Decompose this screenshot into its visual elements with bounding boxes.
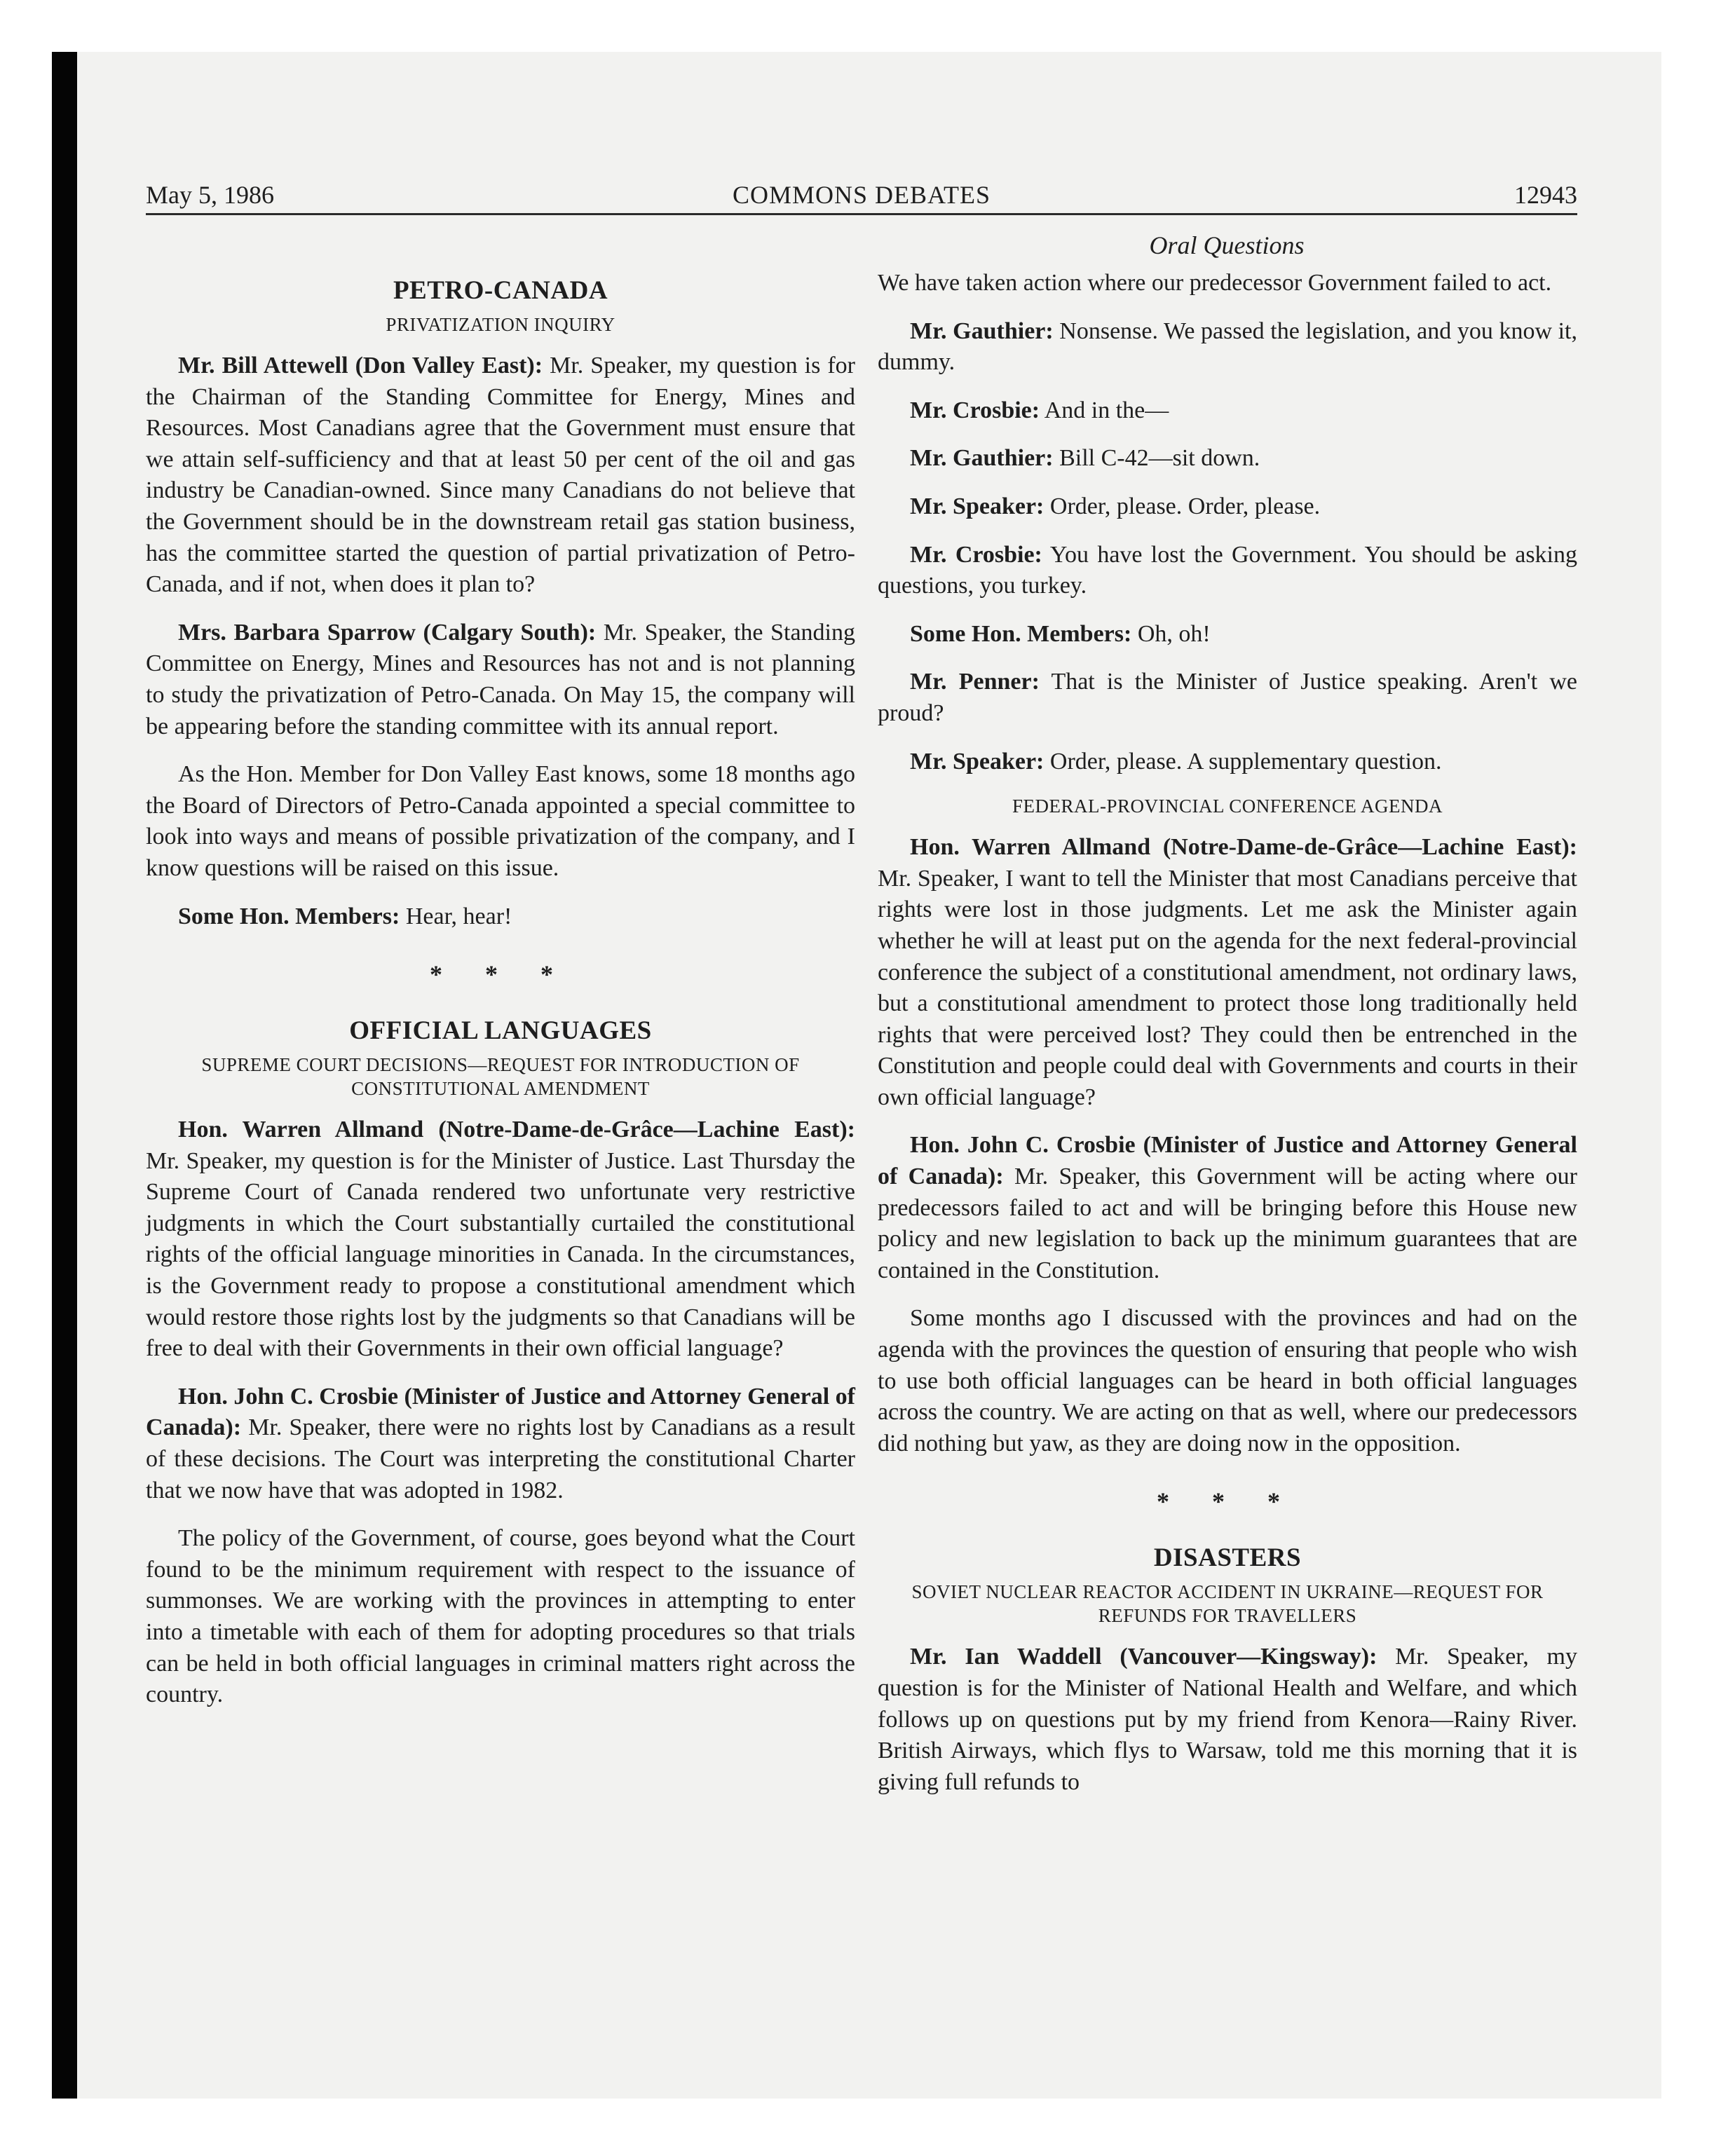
header-date: May 5, 1986 bbox=[146, 181, 274, 209]
speaker-name: Hon. John C. Crosbie (Minister of Justice and Attorney General of Canada): bbox=[146, 1383, 855, 1441]
page-header bbox=[146, 179, 1577, 215]
speech-text: Nonsense. We passed the legislation, and you know it, dummy. bbox=[878, 318, 1577, 376]
section-subtitle: PRIVATIZATION INQUIRY bbox=[386, 314, 615, 335]
paragraph bbox=[878, 667, 1577, 729]
speaker-name: Mr. Bill Attewell (Don Valley East): bbox=[178, 353, 543, 378]
speech-text: Mr. Speaker, my question is for the Minister of Justice. Last Thursday the Supreme Court of Canada rendered two unfortunate very restrictive judgments in which the Court substantially curtailed the constitutional rights of the official language minorities in Canada. In the circumstances, is the Government ready to propose a constitutional amendment which would restore those rights lost by the judgments so that Canadians will be free to deal with their Governments in their own official language? bbox=[146, 1147, 855, 1362]
speaker-name: Mr. Speaker: bbox=[910, 493, 1045, 519]
speaker-name: Hon. Warren Allmand (Notre-Dame-de-Grâce—Lachine East): bbox=[910, 834, 1577, 861]
paragraph bbox=[146, 350, 855, 601]
section-title: PETRO-CANADA bbox=[393, 276, 608, 305]
speech-text: Bill C-42—sit down. bbox=[1053, 445, 1260, 472]
paragraph bbox=[878, 1130, 1577, 1286]
paragraph bbox=[146, 1381, 855, 1506]
speech-text: Mr. Speaker, the Standing Committee on Energy, Mines and Resources has not and is not planning to study the privatization of Petro-Canada. On May 15, the company will be appearing before the standing committee with its annual report. bbox=[146, 619, 856, 739]
speaker-name: Mr. Crosbie: bbox=[910, 397, 1040, 423]
paragraph bbox=[878, 395, 1577, 427]
speaker-name: Mr. Speaker: bbox=[910, 748, 1045, 775]
speaker-name: Some Hon. Members: bbox=[910, 620, 1132, 647]
header-publication: COMMONS DEBATES bbox=[732, 181, 991, 209]
speaker-name: Some Hon. Members: bbox=[178, 903, 400, 929]
speaker-name: Hon. John C. Crosbie (Minister of Justice and Attorney General of Canada): bbox=[878, 1132, 1577, 1190]
right-column bbox=[878, 268, 1577, 1815]
section-divider: * * * bbox=[430, 960, 571, 989]
section-subtitle: FEDERAL-PROVINCIAL CONFERENCE AGENDA bbox=[1012, 796, 1443, 817]
speaker-name: Mr. Penner: bbox=[910, 669, 1040, 695]
speech-text: Mr. Speaker, my question is for the Chairman of the Standing Committee for Energy, Mines and Resources. Most Canadians agree that the Government must ensure that we attain self-sufficiency and that at least 50 per cent of the oil and gas industry be Canadian-owned. Since many Canadians do not believe that the Government should be in the downstream retail gas station business, has the committee started the question of partial privatization of Petro-Canada, and if not, when does it plan to? bbox=[146, 353, 855, 598]
left-column bbox=[146, 275, 855, 1728]
speaker-name: Hon. Warren Allmand (Notre-Dame-de-Grâce—Lachine East): bbox=[178, 1117, 855, 1143]
paragraph bbox=[878, 746, 1577, 778]
paragraph bbox=[878, 316, 1577, 378]
speech-text: Mr. Speaker, my question is for the Minister of National Health and Welfare, and which follows up on questions put by my friend from Kenora—Rainy River. British Airways, which flys to Warsaw, told me this morning that it is giving full refunds to bbox=[878, 1644, 1577, 1795]
speaker-name: Mr. Ian Waddell (Vancouver—Kingsway): bbox=[910, 1644, 1377, 1670]
paragraph bbox=[146, 901, 855, 933]
speaker-name: Mr. Gauthier: bbox=[910, 445, 1054, 472]
paragraph bbox=[878, 619, 1577, 650]
section-subtitle: SOVIET NUCLEAR REACTOR ACCIDENT IN UKRAINE—REQUEST FOR REFUNDS FOR TRAVELLERS bbox=[911, 1581, 1544, 1627]
paragraph bbox=[146, 618, 855, 742]
paragraph: As the Hon. Member for Don Valley East knows, some 18 months ago the Board of Directors of Petro-Canada appointed a special committee to look into ways and means of possible privatization of the company, and I know questions will be raised on this issue. bbox=[146, 761, 855, 881]
paragraph bbox=[878, 540, 1577, 602]
speaker-name: Mr. Gauthier: bbox=[910, 318, 1054, 344]
speech-text: And in the— bbox=[1040, 397, 1169, 423]
paragraph bbox=[878, 1642, 1577, 1798]
paragraph: We have taken action where our predecessor Government failed to act. bbox=[878, 270, 1552, 296]
section-title: OFFICIAL LANGUAGES bbox=[349, 1016, 652, 1046]
section-divider: * * * bbox=[1157, 1487, 1298, 1516]
scan-border bbox=[52, 52, 77, 2099]
speech-text: Mr. Speaker, there were no rights lost by Canadians as a result of these decisions. The Court was interpreting the constitutional Charter that we now have that was adopted in 1982. bbox=[146, 1414, 855, 1503]
speaker-name: Mrs. Barbara Sparrow (Calgary South): bbox=[178, 619, 597, 646]
speech-text: That is the Minister of Justice speaking. Aren't we proud? bbox=[878, 669, 1577, 726]
header-page-number: 12943 bbox=[1514, 181, 1577, 209]
speech-text: Order, please. A supplementary question. bbox=[1044, 748, 1442, 775]
speech-text: You have lost the Government. You should be asking questions, you turkey. bbox=[878, 541, 1577, 599]
speaker-name: Mr. Crosbie: bbox=[910, 541, 1042, 568]
section-title: DISASTERS bbox=[1153, 1543, 1302, 1573]
paragraph bbox=[146, 1114, 855, 1365]
speech-text: Hear, hear! bbox=[400, 903, 512, 929]
paragraph bbox=[878, 832, 1577, 1113]
section-subtitle: SUPREME COURT DECISIONS—REQUEST FOR INTRODUCTION OF CONSTITUTIONAL AMENDMENT bbox=[201, 1054, 800, 1100]
speech-text: Order, please. Order, please. bbox=[1044, 493, 1321, 519]
paragraph: Some months ago I discussed with the provinces and had on the agenda with the provinces the question of ensuring that people who wish to use both official languages can be heard in both official languages across the country. We are acting on that as well, where our predecessors did nothing but yaw, as they are doing now in the opposition. bbox=[878, 1305, 1577, 1456]
paragraph bbox=[878, 491, 1577, 523]
paragraph: The policy of the Government, of course, goes beyond what the Court found to be the minimum requirement with respect to the issuance of summonses. We are working with the provinces in attempting to enter into a timetable with each of them for adopting procedures so that trials can be held in both official languages in criminal matters right across the country. bbox=[146, 1525, 855, 1708]
speech-text: Mr. Speaker, I want to tell the Minister that most Canadians perceive that rights were lost in those judgments. Let me ask the Minister again whether he will at least put on the agenda for the next federal-provincial conference the subject of a constitutional amendment, not ordinary laws, but a constitutional amendment to protect those long traditionally held rights that were perceived lost? They could then be entrenched in the Constitution and people could deal with Governments and courts in their own official language? bbox=[878, 865, 1577, 1110]
speech-text: Oh, oh! bbox=[1131, 620, 1211, 647]
running-head: Oral Questions bbox=[1149, 231, 1305, 259]
paragraph bbox=[878, 443, 1577, 475]
speech-text: Mr. Speaker, this Government will be acting where our predecessors failed to act and will be bringing before this House new policy and new legislation to back up the minimum guarantees that are contained in the Constitution. bbox=[878, 1164, 1577, 1283]
